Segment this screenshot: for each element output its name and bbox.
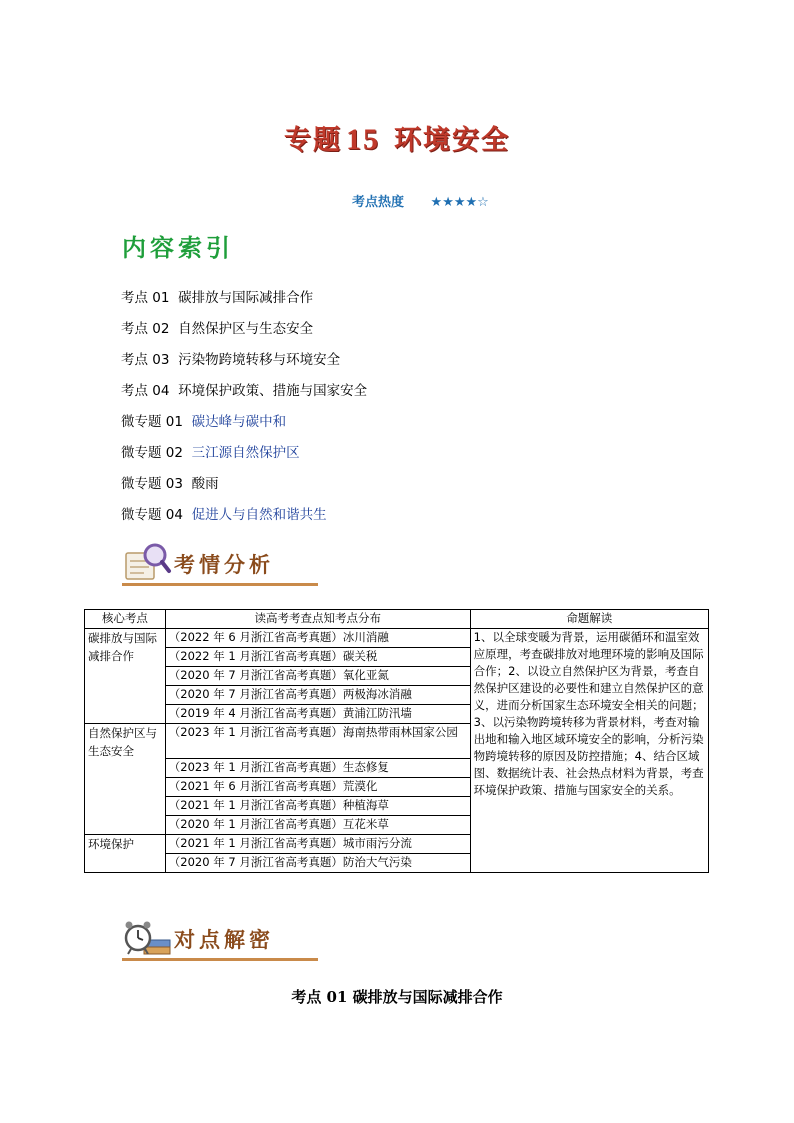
exam-cell: （2021 年 1 月浙江省高考真题）城市雨污分流	[165, 835, 470, 854]
decode-section-header	[118, 916, 318, 966]
exam-cell: （2022 年 1 月浙江省高考真题）碳关税	[165, 648, 470, 667]
analysis-table	[84, 609, 709, 873]
exam-cell: （2020 年 1 月浙江省高考真题）互花米草	[165, 816, 470, 835]
toc-item[interactable]	[121, 287, 367, 318]
section-subtitle: 考点 01 碳排放与国际减排合作	[291, 988, 503, 1006]
toc-text: 污染物跨境转移与环境安全	[178, 352, 341, 368]
alarm-clock-books-icon	[122, 916, 172, 960]
column-header: 读高考考查点知考点分布	[165, 610, 470, 629]
heat-label: 考点热度	[352, 195, 405, 210]
toc-prefix: 考点 01	[121, 290, 170, 306]
toc-text: 自然保护区与生态安全	[178, 321, 314, 337]
page-title	[0, 118, 794, 157]
topic-cell: 自然保护区与生态安全	[85, 724, 166, 835]
toc-prefix: 微专题 03	[121, 476, 183, 492]
interpretation-cell: 1、以全球变暖为背景，运用碳循环和温室效应原理，考查碳排放对地理环境的影响及国际合作；2、以设立自然保护区为背景，考查自然保护区建设的必要性和建立自然保护区的意义，进而分析国家生态环境安全相关的问题；3、以污染物跨境转移为背景材料，考查对输出地和输入地区域环境安全的影响，分析污染物跨境转移的原因及防控措施；4、结合区域图、数据统计表、社会热点材料为背景，考查环境保护政策、措施与国家安全的关系。	[470, 629, 708, 873]
column-header: 核心考点	[85, 610, 166, 629]
toc-text: 促进人与自然和谐共生	[191, 507, 327, 523]
title-suffix: 环境安全	[394, 125, 510, 156]
toc-prefix: 考点 02	[121, 321, 170, 337]
toc-text: 碳排放与国际减排合作	[178, 290, 314, 306]
exam-cell: （2023 年 1 月浙江省高考真题）生态修复	[165, 759, 470, 778]
toc-item[interactable]	[121, 318, 367, 349]
topic-cell: 环境保护	[85, 835, 166, 873]
exam-cell: （2021 年 1 月浙江省高考真题）种植海草	[165, 797, 470, 816]
heading-rule	[122, 583, 318, 586]
table-header-row	[85, 610, 709, 629]
toc-prefix: 微专题 02	[121, 445, 183, 461]
exam-cell: （2023 年 1 月浙江省高考真题）海南热带雨林国家公园	[165, 724, 470, 759]
toc-item[interactable]	[121, 349, 367, 380]
analysis-heading: 考情分析	[174, 553, 274, 577]
toc-item[interactable]	[121, 504, 367, 535]
analysis-section-header	[118, 541, 318, 591]
exam-cell: （2019 年 4 月浙江省高考真题）黄浦江防汛墙	[165, 705, 470, 724]
exam-cell: （2021 年 6 月浙江省高考真题）荒漠化	[165, 778, 470, 797]
column-header: 命题解读	[470, 610, 708, 629]
toc-text: 碳达峰与碳中和	[191, 414, 287, 430]
table-row	[85, 629, 709, 648]
toc-prefix: 微专题 01	[121, 414, 183, 430]
decode-heading: 对点解密	[174, 928, 274, 952]
exam-cell: （2020 年 7 月浙江省高考真题）两极海冰消融	[165, 686, 470, 705]
heat-rating	[352, 191, 489, 210]
toc-prefix: 考点 04	[121, 383, 170, 399]
star-rating-icon: ★★★★☆	[430, 195, 489, 210]
toc-item[interactable]	[121, 473, 367, 504]
index-heading: 内容索引	[122, 234, 234, 262]
magnifier-notes-icon	[122, 541, 172, 585]
content-index-list	[121, 287, 367, 535]
exam-cell: （2020 年 7 月浙江省高考真题）防治大气污染	[165, 854, 470, 873]
exam-cell: （2020 年 7 月浙江省高考真题）氧化亚氮	[165, 667, 470, 686]
toc-item[interactable]	[121, 442, 367, 473]
toc-text: 酸雨	[191, 476, 219, 492]
toc-text: 三江源自然保护区	[191, 445, 300, 461]
heading-rule	[122, 958, 318, 961]
toc-item[interactable]	[121, 411, 367, 442]
toc-text: 环境保护政策、措施与国家安全	[178, 383, 368, 399]
title-prefix: 专题	[284, 125, 342, 156]
toc-prefix: 微专题 04	[121, 507, 183, 523]
toc-item[interactable]	[121, 380, 367, 411]
toc-prefix: 考点 03	[121, 352, 170, 368]
topic-cell: 碳排放与国际减排合作	[85, 629, 166, 724]
exam-cell: （2022 年 6 月浙江省高考真题）冰川消融	[165, 629, 470, 648]
title-number: 15	[346, 123, 380, 156]
